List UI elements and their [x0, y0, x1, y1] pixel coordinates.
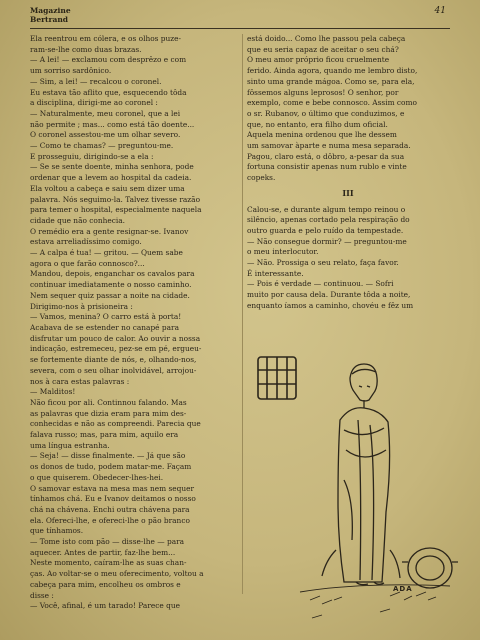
text-line: Nem sequer quiz passar a noite na cidade. — [30, 290, 190, 300]
text-line: conhecidas e não as compreendi. Parecia que — [30, 419, 201, 429]
text-line: se fortemente diante de nós, e, olhando-nos, — [30, 355, 197, 365]
left-column — [30, 34, 240, 612]
bundle-drawing — [402, 548, 458, 588]
text-line: que tínhamos. — [30, 526, 84, 536]
text-line: — Tome isto com pão — disse-lhe — para — [30, 537, 185, 547]
standing-woman-drawing — [322, 364, 400, 585]
text-line: — Malditos! — [30, 387, 76, 397]
text-line: falava russo; mas, para mim, aquilo era — [30, 430, 179, 440]
ground-shading — [300, 585, 450, 618]
magazine-name: Magazine — [30, 6, 71, 15]
text-line: sinto uma grande mágoa. Como se, para ela, — [247, 76, 415, 86]
text-line: Ela reentrou em cólera, e os olhos puze- — [30, 34, 182, 43]
text-line: É interessante. — [247, 268, 304, 278]
text-line: ordenar que a levem ao hospital da cadeia. — [30, 173, 192, 183]
text-line: Não ficou por ali. Continnou falando. Mas — [30, 397, 187, 407]
text-line: cidade que não conhecia. — [30, 215, 126, 225]
right-column — [247, 34, 449, 312]
text-line: um samovar àparte e numa mesa separada. — [247, 141, 411, 151]
text-line: continuar imediatamente o nosso caminho. — [30, 280, 192, 290]
text-line: — Você, afinal, é um tarado! Parece que — [30, 601, 180, 611]
text-line: — Não. Prossiga o seu relato, faça favor. — [247, 258, 399, 268]
text-line: O samovar estava na mesa mas nem sequer — [30, 483, 195, 493]
text-line: aquecer. Antes de partir, faz-lhe bem... — [30, 547, 176, 557]
text-line: enquanto íamos a caminho, chovéu e fêz um — [247, 300, 414, 310]
text-line: um sorriso sardônico. — [30, 66, 112, 76]
text-line: o meu interlocutor. — [247, 247, 319, 257]
text-line: ela. Ofereci-lhe, e ofereci-lhe o pão branco — [30, 515, 190, 525]
artist-signature: ADA — [393, 585, 413, 593]
text-line: Eu estava tão aflito que, esquecendo tôda — [30, 87, 187, 97]
text-line: a disciplina, dirigi-me ao coronel : — [30, 98, 158, 108]
text-line: E prosseguiu, dirigindo-se a ela : — [30, 151, 154, 161]
text-line: para temer o hospital, especialmente naquela — [30, 205, 202, 215]
text-line: disse : — [30, 590, 54, 600]
text-line: — Vamos, menina? O carro está à porta! — [30, 312, 182, 322]
page-header — [30, 6, 450, 30]
text-line: palavra. Nós seguimo-la. Talvez tivesse razão — [30, 194, 201, 204]
text-line: Acabava de se estender no canapé para — [30, 322, 179, 332]
text-line: — Pois é verdade — continuou. — Sofri — [247, 279, 394, 289]
text-line: nos à cara estas palavras : — [30, 376, 130, 386]
text-line: ram-se-lhe como duas brazas. — [30, 44, 142, 54]
text-line: — Naturalmente, meu coronel, que a lei — [30, 108, 181, 118]
text-line: que, no entanto, era filho dum oficial. — [247, 119, 388, 129]
text-line: Calou-se, e durante algum tempo reinou o — [247, 204, 406, 214]
text-line: Dirigimo-nos à prisioneira : — [30, 301, 133, 311]
text-line: chá na chávena. Enchi outra chávena para — [30, 504, 190, 514]
text-line: as palavras que dizia eram para mim des- — [30, 408, 187, 418]
text-line: fortuna consistir apenas num rublo e vinte — [247, 162, 407, 172]
text-line: disfrutar um pouco de calor. Ao ouvir a nossa — [30, 333, 201, 343]
text-line: silêncio, apenas cortado pela respiração do — [247, 215, 410, 225]
text-line: — Não consegue dormir? — preguntou-me — [247, 236, 407, 246]
text-line: Ela voltou a cabeça e saiu sem dizer uma — [30, 183, 185, 193]
text-line: indicação, estremeceu, pez-se em pé, ergueu- — [30, 344, 202, 354]
text-line: copeks. — [247, 173, 276, 183]
text-line: está doido... Como lhe passou pela cabeça — [247, 34, 406, 43]
text-line: O meu amor próprio ficou cruelmente — [247, 55, 390, 65]
text-line: severa, com o seu olhar inolvidável, arrojou- — [30, 365, 197, 375]
text-line: tínhamos chá. Eu e Ivanov deitamos o nosso — [30, 494, 196, 504]
woman-illustration — [240, 300, 460, 640]
author-name: Bertrand — [30, 15, 69, 24]
text-line: Pagou, claro está, o dôbro, a-pesar da sua — [247, 151, 405, 161]
right-column-bottom-text — [247, 205, 449, 312]
text-line: — Seja! — disse finalmente. — Já que são — [30, 451, 186, 461]
text-line: outro guarda e pelo ruído da tempestade. — [247, 225, 404, 235]
text-line: Aquela menina ordenou que lhe dessem — [247, 130, 397, 140]
text-line: fôssemos alguns leprosos! O senhor, por — [247, 87, 399, 97]
text-line: O remédio era a gente resignar-se. Ivanov — [30, 226, 189, 236]
header-rule — [30, 28, 450, 29]
text-line: o que quiserem. Obedecer-lhes-hei. — [30, 472, 164, 482]
text-line: uma língua estranha. — [30, 440, 110, 450]
text-line: — Sim, a lei! — recalcou o coronel. — [30, 76, 162, 86]
text-line: O coronel assestou-me um olhar severo. — [30, 130, 181, 140]
text-line: não permite ; mas... como está tão doente... — [30, 119, 195, 129]
text-line: — A calpa é tua! — gritou. — Quem sabe — [30, 248, 183, 258]
text-line: agora o que farão connosco?... — [30, 258, 145, 268]
section-number: III — [342, 187, 354, 198]
text-line: muito por causa dela. Durante tôda a noite, — [247, 290, 411, 300]
text-line: — Se se sente doente, minha senhora, pode — [30, 162, 194, 172]
text-line: ferido. Ainda agora, quando me lembro disto, — [247, 66, 418, 76]
right-column-top-text — [247, 34, 449, 184]
text-line: Neste momento, caíram-lhe as suas chan- — [30, 558, 187, 568]
text-line: o sr. Rubanov, o último que conduzimos, e — [247, 108, 405, 118]
text-line: cabeça para mim, encolheu os ombros e — [30, 579, 181, 589]
barred-window-drawing — [258, 357, 296, 399]
text-line: — Como te chamas? — preguntou-me. — [30, 141, 174, 151]
page-number: 41 — [434, 6, 446, 16]
text-line: exemplo, come e bebe connosco. Assim como — [247, 98, 417, 108]
text-line: os donos de tudo, podem matar-me. Façam — [30, 462, 192, 472]
running-head — [30, 6, 71, 24]
text-line: Mandou, depois, enganchar os cavalos para — [30, 269, 195, 279]
text-line: ças. Ao voltar-se o meu oferecimento, voltou a — [30, 569, 204, 579]
text-line: estava arreliadíssimo comigo. — [30, 237, 142, 247]
text-line: — A lei! — exclamou com desprêzo e com — [30, 55, 187, 65]
text-line: que eu seria capaz de aceitar o seu chá? — [247, 44, 399, 54]
